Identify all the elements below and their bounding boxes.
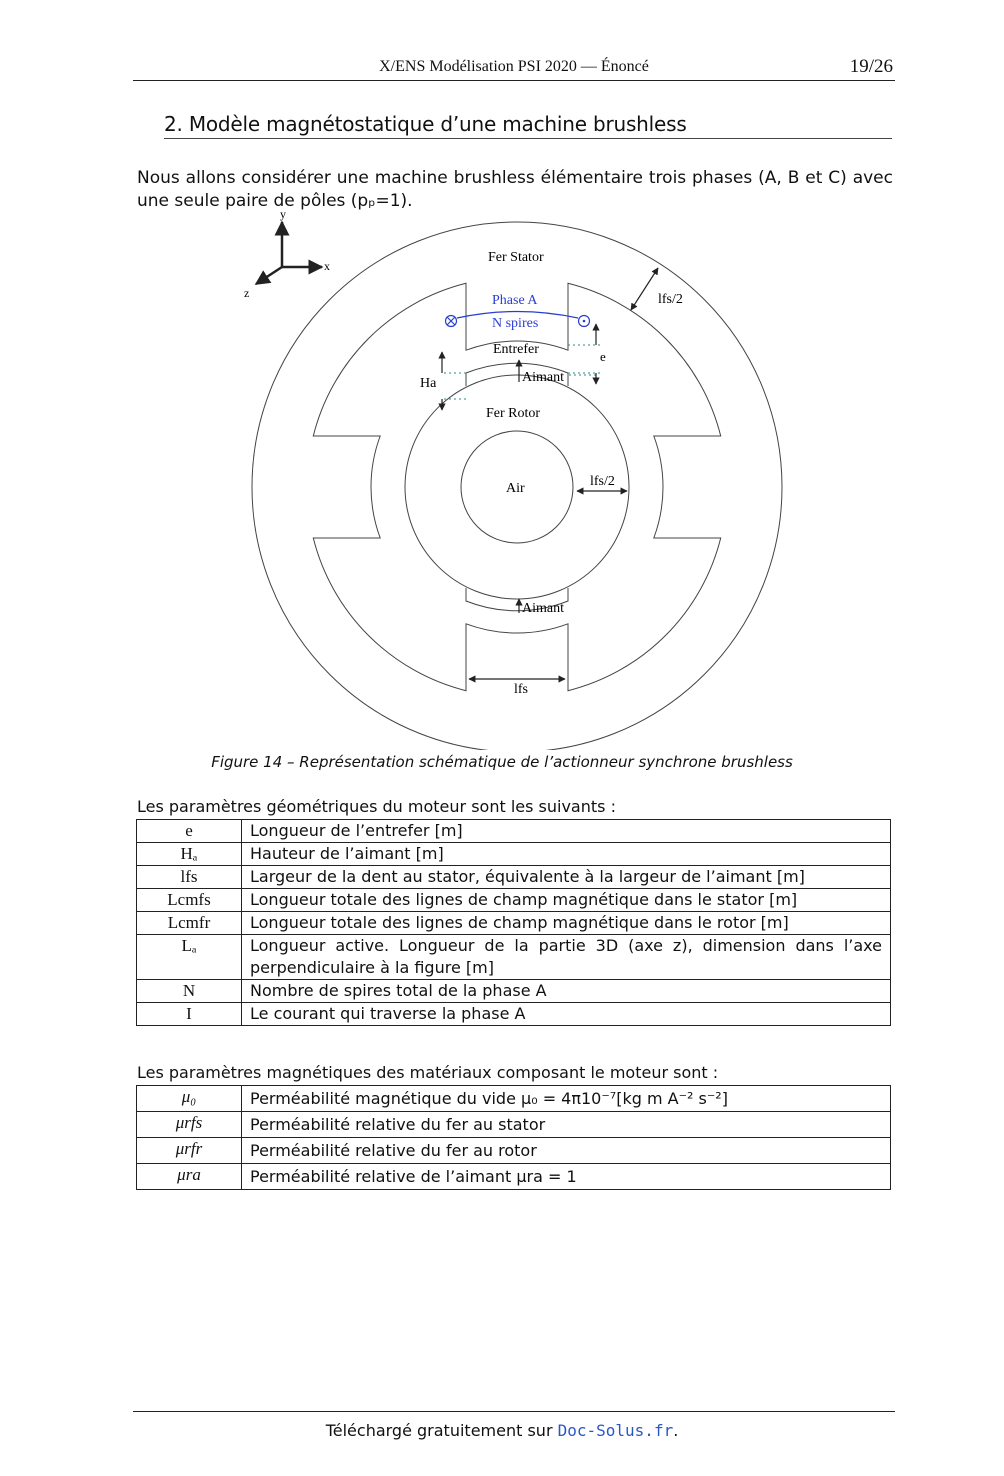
label-aimant-bottom: Aimant — [522, 601, 564, 616]
param-row — [137, 980, 891, 1003]
footer-prefix: Téléchargé gratuitement sur — [325, 1421, 558, 1440]
page-header — [133, 54, 895, 81]
param-description: Longueur active. Longueur de la partie 3D (axe z), dimension dans l’axe perpendiculaire à la figure [m] — [242, 935, 891, 980]
param-description: Perméabilité relative du fer au stator — [242, 1112, 891, 1138]
figure-caption: Figure 14 – Représentation schématique de l’actionneur synchrone brushless — [211, 753, 793, 771]
param-symbol: I — [137, 1003, 242, 1026]
doc-solus-link[interactable]: Doc-Solus.fr — [557, 1421, 674, 1440]
param-description: Perméabilité relative de l’aimant μra = 1 — [242, 1164, 891, 1190]
param-description: Nombre de spires total de la phase A — [242, 980, 891, 1003]
param-symbol: Hₐ — [137, 843, 242, 866]
label-entrefer: Entrefer — [493, 342, 539, 357]
label-e: e — [600, 349, 606, 364]
param-description: Le courant qui traverse la phase A — [242, 1003, 891, 1026]
param-symbol: e — [137, 820, 242, 843]
param-row — [137, 866, 891, 889]
param-description: Hauteur de l’aimant [m] — [242, 843, 891, 866]
label-lfs-half-top: lfs/2 — [658, 292, 683, 307]
label-ha: Ha — [420, 376, 437, 391]
magnetic-params-label: Les paramètres magnétiques des matériaux composant le moteur sont : — [137, 1063, 719, 1082]
param-symbol: Lₐ — [137, 935, 242, 980]
axis-z-label: z — [244, 286, 250, 300]
param-row — [137, 935, 891, 980]
param-symbol: N — [137, 980, 242, 1003]
param-symbol: lfs — [137, 866, 242, 889]
param-symbol: μrfs — [137, 1112, 242, 1138]
param-row — [137, 912, 891, 935]
param-description: Longueur totale des lignes de champ magnétique dans le rotor [m] — [242, 912, 891, 935]
motor-diagram — [230, 200, 830, 750]
param-row — [137, 889, 891, 912]
param-symbol: Lcmfr — [137, 912, 242, 935]
param-row — [137, 820, 891, 843]
param-row — [137, 1003, 891, 1026]
axis-y-label: y — [280, 207, 286, 221]
axes — [256, 222, 322, 284]
param-symbol: μra — [137, 1164, 242, 1190]
param-symbol: Lcmfs — [137, 889, 242, 912]
magnetic-params-table — [136, 1085, 891, 1190]
page-footer — [0, 1421, 1004, 1440]
param-symbol: μrfr — [137, 1138, 242, 1164]
param-description: Largeur de la dent au stator, équivalente à la largeur de l’aimant [m] — [242, 866, 891, 889]
label-fer-rotor: Fer Rotor — [486, 406, 541, 421]
geometric-params-label: Les paramètres géométriques du moteur sont les suivants : — [137, 797, 616, 816]
intro-paragraph: Nous allons considérer une machine brushless élémentaire trois phases (A, B et C) avec une seule paire de pôles (pₚ=1). — [137, 168, 893, 211]
param-description: Perméabilité relative du fer au rotor — [242, 1138, 891, 1164]
motor-figure — [230, 200, 830, 750]
param-row — [137, 1164, 891, 1190]
param-symbol: μ₀ — [137, 1086, 242, 1112]
param-description: Longueur totale des lignes de champ magnétique dans le stator [m] — [242, 889, 891, 912]
label-n-spires: N spires — [492, 316, 539, 331]
param-row — [137, 1138, 891, 1164]
label-aimant-top: Aimant — [522, 370, 564, 385]
footer-suffix: . — [673, 1421, 679, 1440]
page-number: 19/26 — [849, 56, 893, 77]
footer-divider — [133, 1411, 895, 1412]
geometric-params-table — [136, 819, 891, 1026]
label-air: Air — [506, 481, 525, 496]
label-phase-a: Phase A — [492, 293, 538, 308]
section-title: 2. Modèle magnétostatique d’une machine brushless — [164, 112, 892, 139]
label-lfs-half-mid: lfs/2 — [590, 474, 615, 489]
header-title: X/ENS Modélisation PSI 2020 — Énoncé — [379, 58, 649, 75]
param-row — [137, 1112, 891, 1138]
label-fer-stator: Fer Stator — [488, 250, 544, 265]
param-description: Perméabilité magnétique du vide μ₀ = 4π10⁻⁷[kg m A⁻² s⁻²] — [242, 1086, 891, 1112]
param-row — [137, 843, 891, 866]
label-lfs: lfs — [514, 682, 528, 697]
axis-x-label: x — [324, 259, 330, 273]
dimension-arrows — [442, 268, 658, 679]
param-row — [137, 1086, 891, 1112]
param-description: Longueur de l’entrefer [m] — [242, 820, 891, 843]
